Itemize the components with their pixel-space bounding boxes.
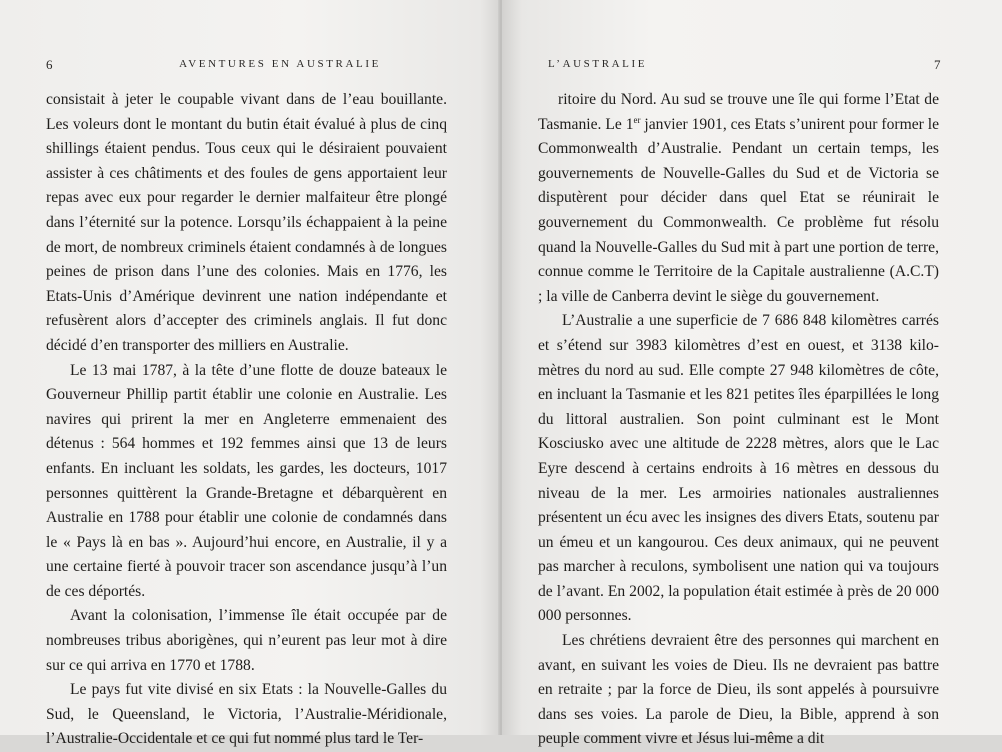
running-head: L’AUSTRALIE bbox=[548, 58, 648, 70]
body-text bbox=[46, 88, 447, 752]
paragraph: Le pays fut vite divisé en six Etats : la Nouvelle-Galles du Sud, le Queensland, le Victoria, l’Australie-Méridionale, l’Australie-Occidentale et ce qui fut nommé plus tard le Ter- bbox=[46, 681, 447, 748]
paragraph bbox=[538, 88, 939, 309]
superscript: er bbox=[633, 114, 641, 125]
running-head: AVENTURES EN AUSTRALIE bbox=[179, 58, 381, 70]
paragraph: L’Australie a une superficie de 7 686 848 kilomètres carrés et s’étend sur 3983 kilomètres d’est en ouest, et 3138 kilomètres du nord au sud. Elle compte 27 948 kilomètres de côte, en incluant la Tasmanie et les 821 petites îles éparpillées le long du littoral australien. Son point culminant est le Mont Kosciusko avec une altitude de 2228 mètres, alors que le Lac Eyre descend à certains endroits à 16 mètres en dessous du niveau de la mer. Les armoiries nationales australiennes présentent un écu avec les insignes des divers Etats, soutenu par un émeu et un kangourou. Ces deux animaux, qui ne peuvent pas marcher à reculons, symbolisent une nation qui va toujours de l’avant. En 2002, la population était estimée à près de 20 000 000 personnes. bbox=[538, 312, 939, 625]
right-page bbox=[502, 0, 1002, 748]
paragraph: Les chrétiens devraient être des personnes qui marchent en avant, en suivant les voies de Dieu. Ils ne devraient pas battre en retraite ; par la force de Dieu, ils sont appelés à poursuivre dans ses voies. La parole de Dieu, la Bible, apprend à son peuple comment vivre et Jésus lui-même a dit bbox=[538, 632, 939, 748]
paragraph: Avant la colonisation, l’immense île était occupée par de nombreuses tribus aborigènes, qui n’eurent pas leur mot à dire sur ce qui arriva en 1770 et 1788. bbox=[46, 607, 447, 674]
paragraph: consistait à jeter le coupable vivant dans de l’eau bouillante. Les voleurs dont le montant du butin était évalué à plus de cinq shillings étaient pendus. Tous ceux qui le désiraient pouvaient assister à ces châtiments et des foules de gens apportaient leur repas avec eux pour regarder le dernier malfaiteur être plongé dans l’éternité sur la potence. Lorsqu’ils échappaient à la peine de mort, de nombreux criminels étaient condamnés à de longues peines de prison dans l’une des colonies. Mais en 1776, les Etats-Unis d’Amérique devinrent une nation indépendante et refusèrent alors d’accepter des criminels anglais. Il fut donc décidé d’en transporter des milliers en Australie. bbox=[46, 91, 447, 354]
paragraph: Le 13 mai 1787, à la tête d’une flotte de douze bateaux le Gouverneur Phillip partit établir une colonie en Australie. Les navires qui prirent la mer en Angleterre emmenaient des détenus : 564 hommes et 192 femmes ainsi que 13 de leurs enfants. En incluant les soldats, les gardes, les docteurs, 1017 personnes quittèrent la Grande-Bretagne et débarquèrent en Australie en 1788 pour établir une colonie de condamnés dans le « Pays là en bas ». Aujourd’hui encore, en Australie, il y a une certaine fierté à pouvoir tracer son ascendance jusqu’à l’un de ces déportés. bbox=[46, 361, 447, 600]
page-number: 7 bbox=[934, 57, 941, 72]
text-run: ritoire du Nord. Au sud se trouve une île qui forme l’Etat de Tasmanie. Le 1 bbox=[538, 91, 939, 133]
body-text bbox=[538, 88, 939, 752]
left-page bbox=[0, 0, 500, 748]
page-number: 6 bbox=[46, 57, 53, 72]
text-run: janvier 1901, ces Etats s’unirent pour former le Commonwealth d’Australie. Pendant un certain temps, les gouvernements de Nouvelle-Galles du Sud et de Victoria se disputèrent pour décider dans quel Etat se réunirait le gouvernement du Commonwealth. Ce problème fut résolu quand la Nouvelle-Galles du Sud mit à part une portion de terre, connue comme le Territoire de la Capitale australienne (A.C.T) ; la ville de Canberra devint le siège du gouvernement. bbox=[538, 115, 939, 305]
